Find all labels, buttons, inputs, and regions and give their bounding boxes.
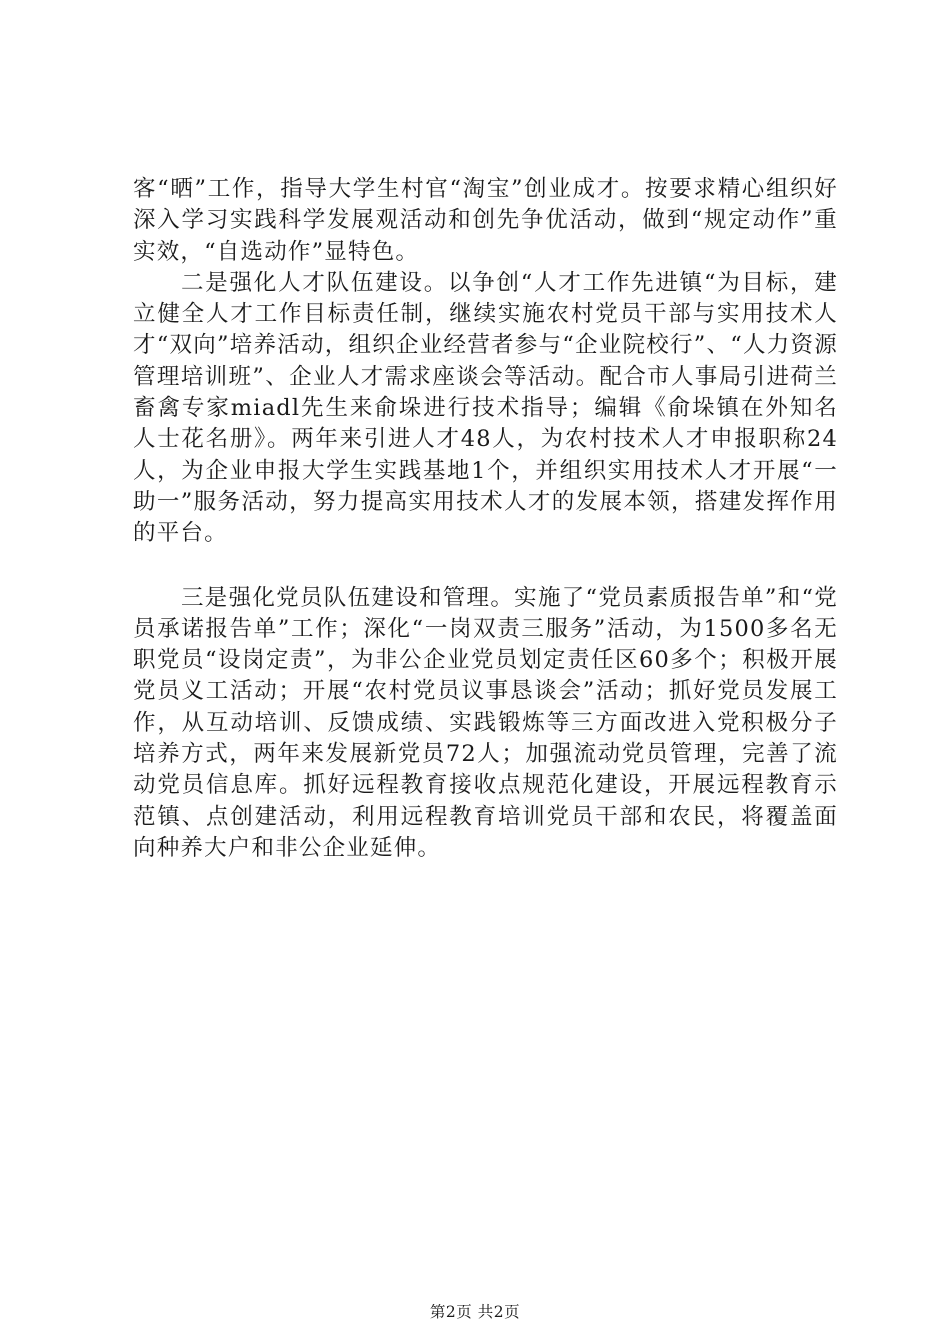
paragraph-continued: 客“晒”工作，指导大学生村官“淘宝”创业成才。按要求精心组织好深入学习实践科学发展观活动和创先争优活动，做到“规定动作”重实效，“自选动作”显特色。 [133,176,838,265]
document-body [133,174,838,864]
paragraph-party-members: 三是强化党员队伍建设和管理。实施了“党员素质报告单”和“党员承诺报告单”工作；深化“一岗双责三服务”活动，为1500多名无职党员“设岗定责”，为非公企业党员划定责任区60多个；积极开展党员义工活动；开展“农村党员议事恳谈会”活动；抓好党员发展工作，从互动培训、反馈成绩、实践锻炼等三方面改进入党积极分子培养方式，两年来发展新党员72人；加强流动党员管理，完善了流动党员信息库。抓好远程教育接收点规范化建设，开展远程教育示范镇、点创建活动，利用远程教育培训党员干部和农民，将覆盖面向种养大户和非公企业延伸。 [133,584,838,861]
paragraph-spacer [133,550,838,583]
paragraph-talent-team: 二是强化人才队伍建设。以争创“人才工作先进镇“为目标，建立健全人才工作目标责任制，继续实施农村党员干部与实用技术人才“双向”培养活动，组织企业经营者参与“企业院校行”、“人力资源管理培训班”、企业人才需求座谈会等活动。配合市人事局引进荷兰畜禽专家miadl先生来俞垛进行技术指导；编辑《俞垛镇在外知名人士花名册》。两年来引进人才48人，为农村技术人才申报职称24人，为企业申报大学生实践基地1个，并组织实用技术人才开展“一助一”服务活动，努力提高实用技术人才的发展本领，搭建发挥作用的平台。 [133,269,838,547]
page-footer: 第2页 共2页 [429,1303,521,1321]
